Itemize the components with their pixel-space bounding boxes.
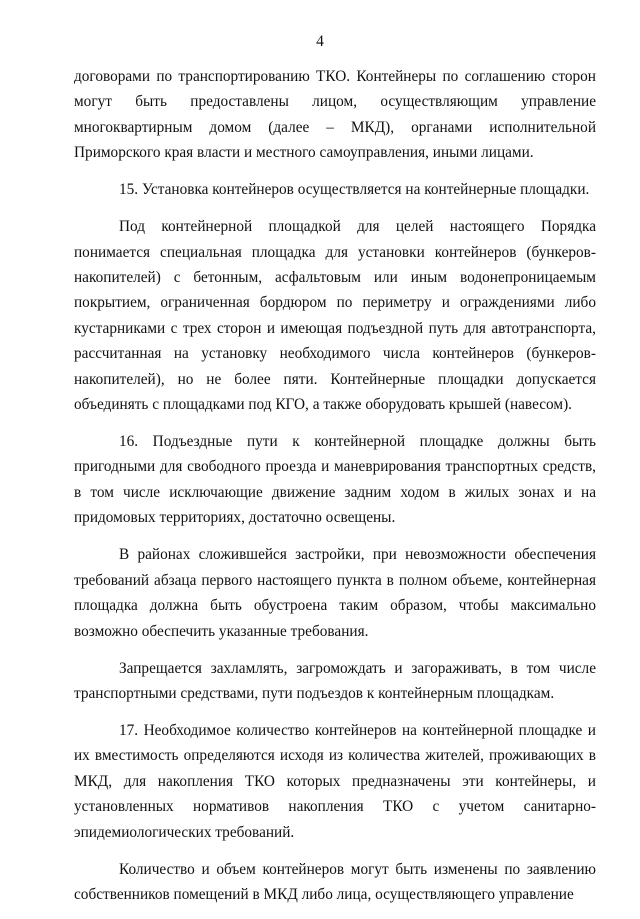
document-body (74, 64, 596, 919)
paragraph-prohibition: Запрещается захламлять, загромождать и загораживать, в том числе транспортными средствами, пути подъездов к контейнерным площадкам. (74, 659, 596, 702)
page-number: 4 (316, 33, 324, 50)
paragraph-item-17: 17. Необходимое количество контейнеров на контейнерной площадке и их вместимость определяются исходя из количества жителей, проживающих в МКД, для накопления ТКО которых предназначены эти контейнеры, и установленных нормативов накопления ТКО с учетом санитарно-эпидемиологических требований. (74, 721, 596, 841)
paragraph-existing-development: В районах сложившейся застройки, при невозможности обеспечения требований абзаца первого настоящего пункта в полном объеме, контейнерная площадка должна быть обустроена таким образом, чтобы максимально возможно обеспечить указанные требования. (74, 546, 596, 640)
paragraph-item-15: 15. Установка контейнеров осуществляется на контейнерные площадки. (119, 181, 590, 199)
paragraph-containers-agreement: договорами по транспортированию ТКО. Контейнеры по соглашению сторон могут быть предоставлены лицом, осуществляющим управление многоквартирным домом (далее – МКД), органами исполнительной Приморского края власти и местного самоуправления, иными лицами. (74, 68, 596, 162)
paragraph-container-quantity-change: Количество и объем контейнеров могут быть изменены по заявлению собственников помещений в МКД либо лица, осуществляющего управление (74, 860, 596, 903)
paragraph-item-16: 16. Подъездные пути к контейнерной площадке должны быть пригодными для свободного проезда и маневрирования транспортных средств, в том числе исключающие движение задним ходом в жилых зонах и на придомовых территориях, достаточно освещены. (74, 433, 596, 527)
paragraph-container-site-definition: Под контейнерной площадкой для целей настоящего Порядка понимается специальная площадка для установки контейнеров (бункеров-накопителей) с бетонным, асфальтовым или иным водонепроницаемым покрытием, ограниченная бордюром по периметру и ограждениями либо кустарниками с трех сторон и имеющая подъездной путь для автотранспорта, рассчитанная на установку необходимого числа контейнеров (бункеров-накопителей), но не более пяти. Контейнерные площадки допускается объединять с площадками под КГО, а также оборудовать крышей (навесом). (74, 218, 596, 414)
